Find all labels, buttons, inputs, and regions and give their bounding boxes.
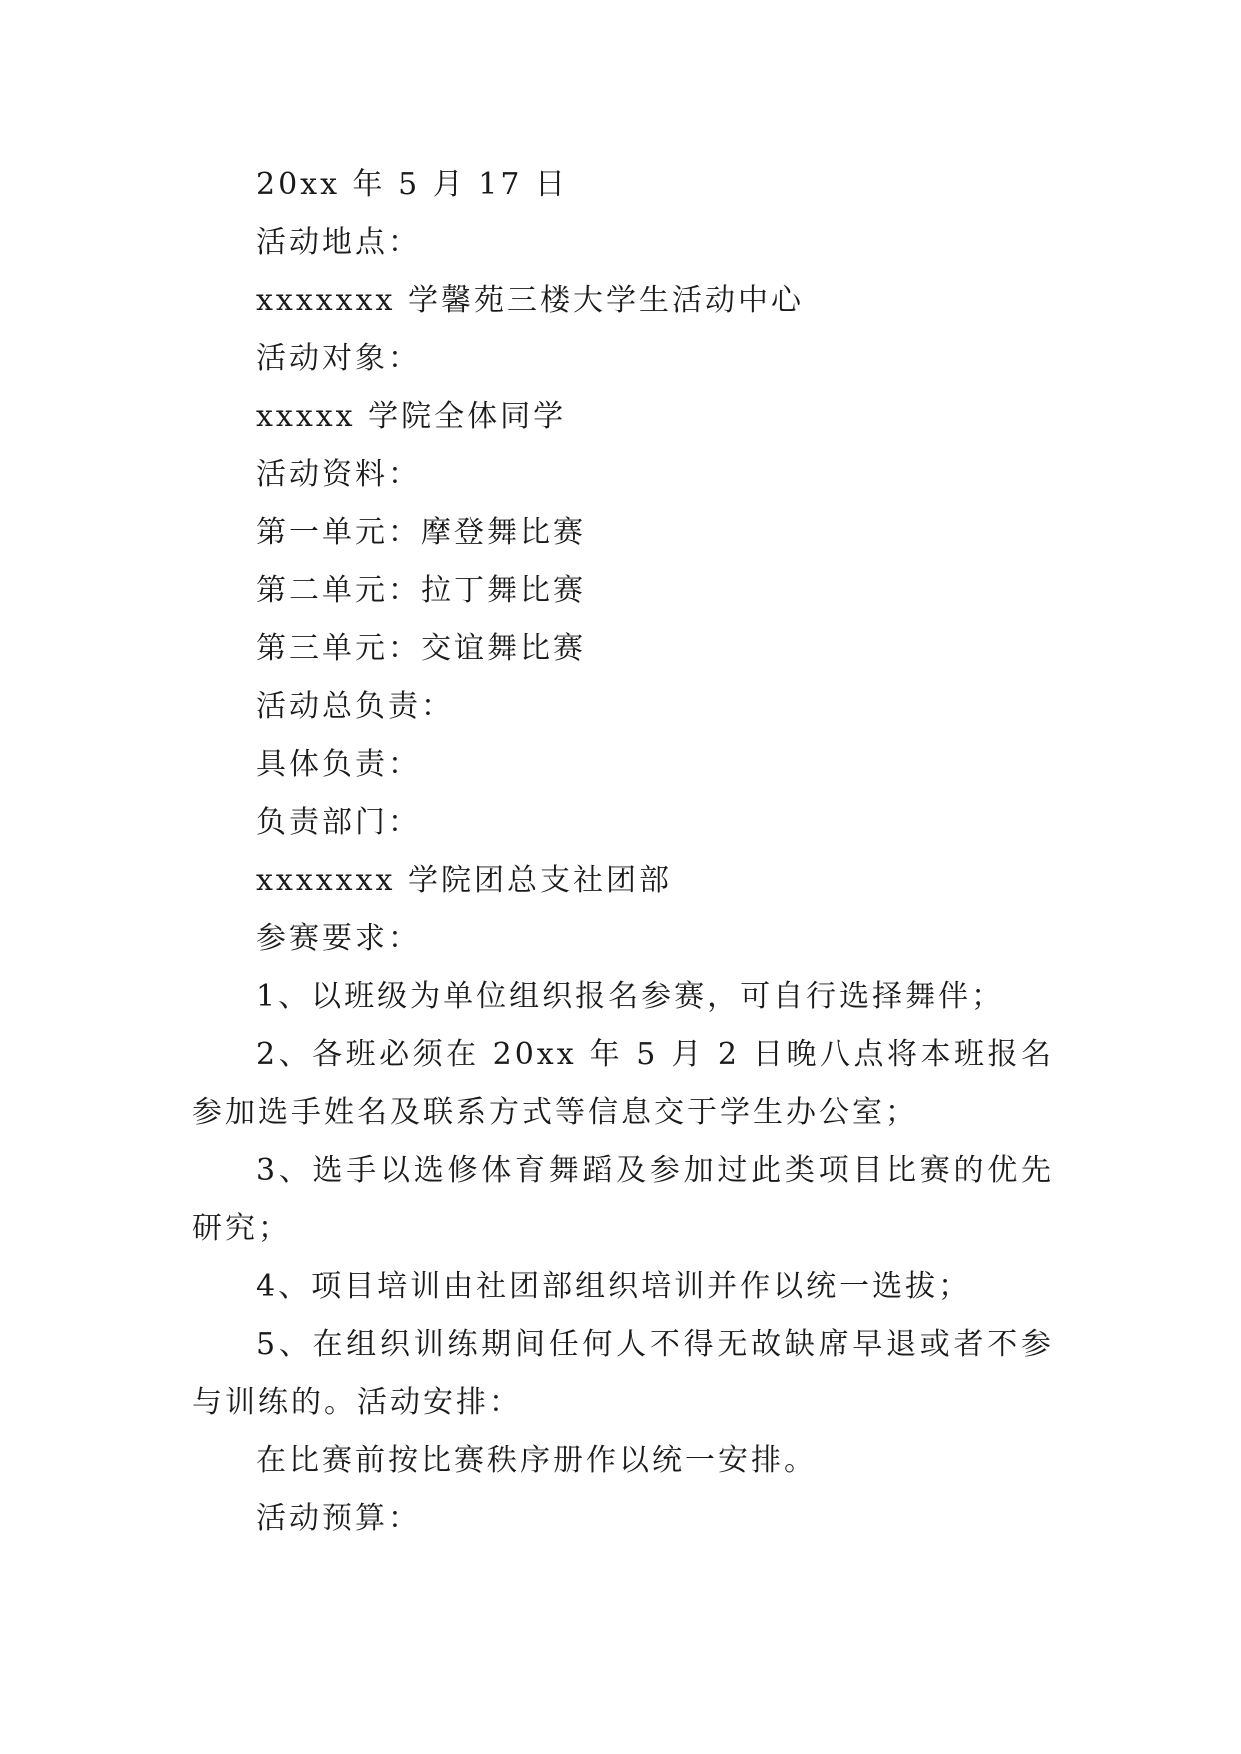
- specific-manager-label: 具体负责：: [256, 747, 421, 782]
- budget-label: 活动预算：: [256, 1501, 421, 1536]
- activity-content-label: 活动资料：: [256, 457, 421, 492]
- arrangement-text: 在比赛前按比赛秩序册作以统一安排。: [256, 1443, 817, 1478]
- requirement-5: 5、在组织训练期间任何人不得无故缺席早退或者不参与训练的。活动安排：: [192, 1327, 1054, 1420]
- unit-two: 第二单元：拉丁舞比赛: [256, 573, 586, 608]
- department-value: xxxxxxx 学院团总支社团部: [256, 863, 672, 898]
- requirement-1: 1、以班级为单位组织报名参赛，可自行选择舞伴；: [256, 979, 1005, 1014]
- requirements-label: 参赛要求：: [256, 921, 421, 956]
- activity-target-value: xxxxx 学院全体同学: [256, 399, 567, 434]
- activity-date: 20xx 年 5 月 17 日: [256, 167, 568, 202]
- activity-location-value: xxxxxxx 学馨苑三楼大学生活动中心: [256, 283, 804, 318]
- requirement-4: 4、项目培训由社团部组织培训并作以统一选拔；: [256, 1269, 972, 1304]
- activity-location-label: 活动地点：: [256, 225, 421, 260]
- unit-three: 第三单元：交谊舞比赛: [256, 631, 586, 666]
- general-manager-label: 活动总负责：: [256, 689, 454, 724]
- department-label: 负责部门：: [256, 805, 421, 840]
- activity-target-label: 活动对象：: [256, 341, 421, 376]
- document-body: [192, 156, 1054, 1548]
- unit-one: 第一单元：摩登舞比赛: [256, 515, 586, 550]
- requirement-2: 2、各班必须在 20xx 年 5 月 2 日晚八点将本班报名参加选手姓名及联系方式等信息交于学生办公室；: [192, 1037, 1054, 1130]
- requirement-3: 3、选手以选修体育舞蹈及参加过此类项目比赛的优先研究；: [192, 1153, 1054, 1246]
